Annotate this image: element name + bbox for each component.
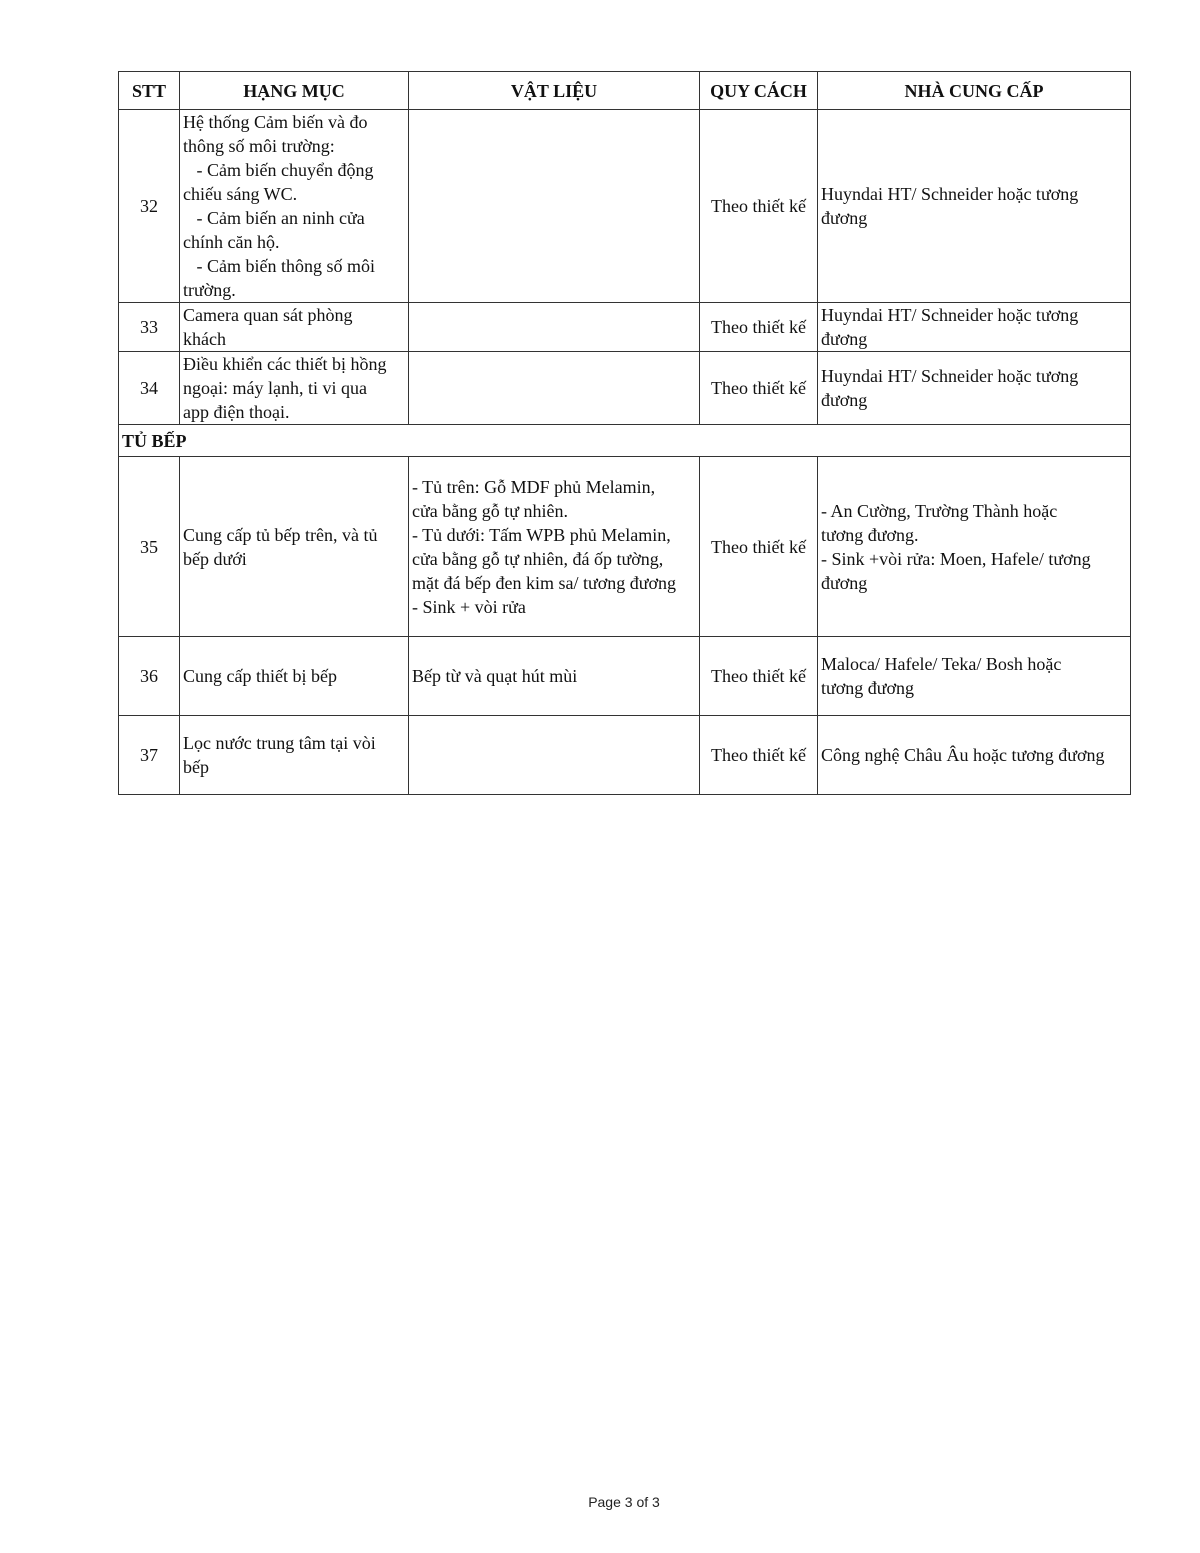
cell-vat-lieu	[409, 352, 700, 425]
cell-quy-cach: Theo thiết kế	[700, 303, 818, 352]
text-line: Camera quan sát phòng	[183, 305, 353, 325]
text-line: cửa bằng gỗ tự nhiên, đá ốp tường,	[412, 548, 664, 569]
cell-nha-cung-cap	[818, 110, 1131, 303]
cell-hang-muc	[180, 457, 409, 637]
text-line: Huyndai HT/ Schneider hoặc tương	[821, 305, 1079, 325]
cell-nha-cung-cap	[818, 352, 1131, 425]
cell-hang-muc	[180, 303, 409, 352]
page-number: Page 3 of 3	[588, 1494, 660, 1510]
table-row	[119, 637, 1131, 716]
cell-vat-lieu	[409, 110, 700, 303]
cell-hang-muc	[180, 716, 409, 795]
text-line: - Cảm biến thông số môi	[183, 256, 375, 276]
cell-stt: 34	[119, 352, 180, 425]
text-line: bếp dưới	[183, 548, 247, 569]
cell-quy-cach: Theo thiết kế	[700, 110, 818, 303]
header-vat-lieu: VẬT LIỆU	[409, 72, 700, 110]
cell-quy-cach: Theo thiết kế	[700, 457, 818, 637]
cell-nha-cung-cap	[818, 716, 1131, 795]
table-header-row	[119, 72, 1131, 110]
cell-stt: 35	[119, 457, 180, 637]
text-line: chính căn hộ.	[183, 232, 280, 252]
cell-vat-lieu	[409, 637, 700, 716]
text-line: Maloca/ Hafele/ Teka/ Bosh hoặc	[821, 654, 1062, 674]
section-row	[119, 425, 1131, 457]
text-line: trường.	[183, 280, 236, 300]
cell-hang-muc	[180, 637, 409, 716]
text-line: Huyndai HT/ Schneider hoặc tương	[821, 184, 1079, 204]
section-title: TỦ BẾP	[119, 425, 1131, 457]
cell-quy-cach: Theo thiết kế	[700, 352, 818, 425]
table-row	[119, 457, 1131, 637]
cell-hang-muc	[180, 352, 409, 425]
text-line: Cung cấp tủ bếp trên, và tủ	[183, 524, 378, 545]
text-line: - Sink +vòi rửa: Moen, Hafele/ tương	[821, 548, 1091, 569]
text-line: - Tủ trên: Gỗ MDF phủ Melamin,	[412, 476, 656, 497]
text-line: đương	[821, 208, 868, 228]
cell-stt: 36	[119, 637, 180, 716]
text-line: ngoại: máy lạnh, ti vi qua	[183, 378, 367, 398]
text-line: đương	[821, 329, 868, 349]
cell-stt: 37	[119, 716, 180, 795]
header-quy-cach: QUY CÁCH	[700, 72, 818, 110]
text-line: Điều khiển các thiết bị hồng	[183, 354, 387, 374]
cell-nha-cung-cap	[818, 637, 1131, 716]
cell-vat-lieu	[409, 716, 700, 795]
cell-quy-cach: Theo thiết kế	[700, 637, 818, 716]
text-line: Hệ thống Cảm biến và đo	[183, 112, 368, 132]
table-row	[119, 352, 1131, 425]
cell-hang-muc	[180, 110, 409, 303]
text-line: bếp	[183, 757, 209, 777]
cell-vat-lieu	[409, 457, 700, 637]
text-line: cửa bằng gỗ tự nhiên.	[412, 500, 568, 521]
text-line: Huyndai HT/ Schneider hoặc tương	[821, 366, 1079, 386]
cell-stt: 33	[119, 303, 180, 352]
text-line: - Tủ dưới: Tấm WPB phủ Melamin,	[412, 524, 671, 545]
header-nha-cung-cap: NHÀ CUNG CẤP	[818, 72, 1131, 110]
text-line: Cung cấp thiết bị bếp	[183, 666, 337, 686]
text-line: Bếp từ và quạt hút mùi	[412, 666, 578, 686]
text-line: - Cảm biến chuyển động	[183, 160, 374, 180]
header-stt: STT	[119, 72, 180, 110]
text-line: đương	[821, 572, 868, 593]
table-row	[119, 110, 1131, 303]
text-line: - Sink + vòi rửa	[412, 596, 526, 617]
text-line: tương đương.	[821, 524, 919, 545]
text-line: Công nghệ Châu Âu hoặc tương đương	[821, 745, 1105, 765]
cell-stt: 32	[119, 110, 180, 303]
cell-quy-cach: Theo thiết kế	[700, 716, 818, 795]
spec-table	[118, 71, 1131, 795]
text-line: tương đương	[821, 678, 915, 698]
text-line: chiếu sáng WC.	[183, 184, 298, 204]
text-line: - An Cường, Trường Thành hoặc	[821, 500, 1058, 521]
cell-nha-cung-cap	[818, 303, 1131, 352]
table-row	[119, 303, 1131, 352]
text-line: thông số môi trường:	[183, 136, 335, 156]
text-line: mặt đá bếp đen kim sa/ tương đương	[412, 572, 677, 593]
table-row	[119, 716, 1131, 795]
text-line: - Cảm biến an ninh cửa	[183, 208, 365, 228]
text-line: đương	[821, 390, 868, 410]
header-hang-muc: HẠNG MỤC	[180, 72, 409, 110]
text-line: app điện thoại.	[183, 402, 290, 422]
text-line: khách	[183, 329, 226, 349]
cell-vat-lieu	[409, 303, 700, 352]
cell-nha-cung-cap	[818, 457, 1131, 637]
text-line: Lọc nước trung tâm tại vòi	[183, 733, 376, 753]
